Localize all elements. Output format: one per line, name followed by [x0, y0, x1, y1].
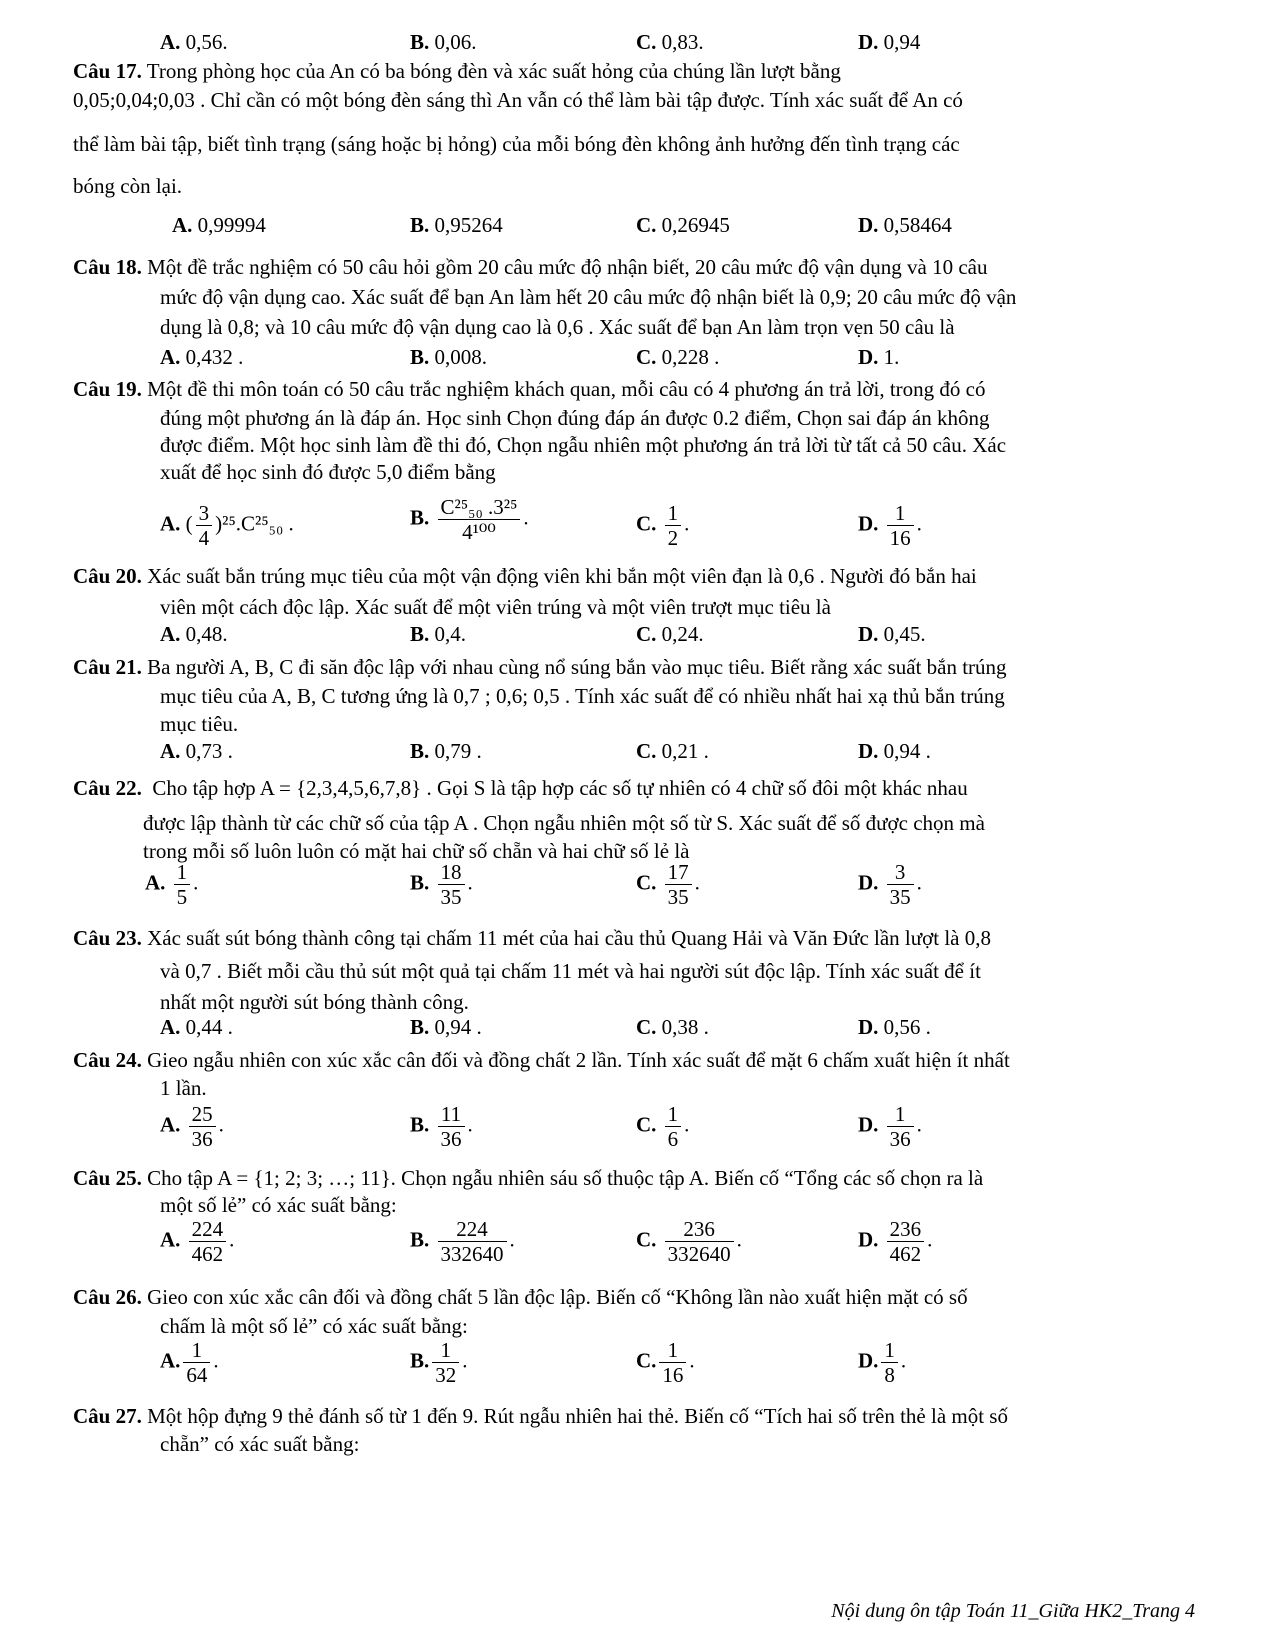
option-b-fraction — [432, 1338, 459, 1387]
option-c-label: C. — [636, 1112, 657, 1137]
q19-label: Câu 19. — [73, 377, 142, 401]
option-d: D. $\frac{236}{462}$ . — [858, 1217, 933, 1266]
option-c-den: 332640 — [667, 1242, 731, 1266]
option-a-fraction — [189, 1217, 227, 1266]
option-b: B. $\frac{18}{35}$ . — [410, 860, 473, 909]
option-c-num: 236 — [665, 1217, 734, 1242]
option-d: D. 0,58464 — [858, 213, 952, 237]
q24-line-1 — [73, 1047, 1208, 1073]
option-b-num: 11 — [438, 1102, 465, 1127]
option-b: B. 0,95264 — [410, 213, 503, 237]
q26-text-1: Gieo con xúc xắc cân đối và đồng chất 5 lần độc lập. Biến cố “Không lần nào xuất hiện mặt có số — [147, 1285, 968, 1309]
q21-line-2: mục tiêu của A, B, C tương ứng là 0,7 ; 0,6; 0,5 . Tính xác suất để có nhiều nhất hai xạ thủ bắn trúng — [160, 684, 1005, 708]
option-c-den: 16 — [662, 1363, 684, 1387]
q22-label: Câu 22. — [73, 776, 142, 800]
option-c-label: C. — [636, 511, 657, 536]
option-d-fraction — [887, 1102, 914, 1151]
option-a-fraction — [174, 860, 191, 909]
option-d: D. $\frac{1}{8}$ . — [858, 1338, 907, 1387]
q22-line-2: được lập thành từ các chữ số của tập A . Chọn ngẫu nhiên một số từ S. Xác suất để số được chọn mà — [143, 811, 985, 835]
option-c-fraction — [665, 1217, 734, 1266]
option-d-num: 1 — [887, 1102, 914, 1127]
q19-line-3: được điểm. Một học sinh làm đề thi đó, Chọn ngẫu nhiên một phương án trả lời từ tất cả 50 câu. Xác — [160, 433, 1007, 457]
q25-label: Câu 25. — [73, 1166, 142, 1190]
q25-options — [0, 1217, 1275, 1277]
option-c: C. 0,83. — [636, 30, 704, 54]
q22-line-3: trong mỗi số luôn luôn có mặt hai chữ số chẵn và hai chữ số lẻ là — [143, 839, 690, 863]
option-b-den: 36 — [440, 1127, 462, 1151]
q19-text-1: Một đề thi môn toán có 50 câu trắc nghiệm khách quan, mỗi câu có 4 phương án trả lời, trong đó có — [147, 377, 986, 401]
option-b-label: B. — [410, 1348, 430, 1373]
option-b-fraction — [438, 1102, 465, 1151]
q26-line-2: chấm là một số lẻ” có xác suất bằng: — [160, 1314, 468, 1338]
option-a-label: A. — [160, 1227, 181, 1252]
q25-text-1: Cho tập A = {1; 2; 3; …; 11}. Chọn ngẫu nhiên sáu số thuộc tập A. Biến cố “Tổng các số chọn ra là — [147, 1166, 984, 1190]
option-a-label: A. — [160, 511, 181, 536]
option-d: D. 0,94 . — [858, 739, 931, 763]
q23-line-3: nhất một người sút bóng thành công. — [160, 990, 469, 1014]
q22-options — [0, 860, 1275, 920]
option-b-label: B. — [410, 1112, 430, 1137]
option-d-label: D. — [858, 1112, 879, 1137]
option-b: B. $\frac{11}{36}$ . — [410, 1102, 473, 1151]
option-a: A. $\frac{1}{64}$ . — [160, 1338, 219, 1387]
q24-line-2: 1 lần. — [160, 1076, 207, 1100]
option-a-num: 224 — [189, 1217, 227, 1242]
q17-line-3: thể làm bài tập, biết tình trạng (sáng hoặc bị hỏng) của mỗi bóng đèn không ảnh hưởng đến tình trạng các — [73, 132, 960, 156]
q18-line-2: mức độ vận dụng cao. Xác suất để bạn An làm hết 20 câu mức độ nhận biết là 0,9; 20 câu mức độ vận — [160, 285, 1017, 309]
option-d-label: D. — [858, 511, 879, 536]
q19-options — [0, 495, 1275, 565]
option-c-den: 6 — [667, 1127, 679, 1151]
q25-line-2: một số lẻ” có xác suất bằng: — [160, 1193, 397, 1217]
option-d: D. 0,94 — [858, 30, 921, 54]
q25-line-1 — [73, 1165, 1208, 1191]
q20-line-2: viên một cách độc lập. Xác suất để một viên trúng và một viên trượt mục tiêu là — [160, 595, 831, 619]
option-b-num: 224 — [438, 1217, 507, 1242]
option-b-num: C²⁵₅₀ .3²⁵ — [438, 495, 521, 520]
q24-text-1: Gieo ngẫu nhiên con xúc xắc cân đối và đồng chất 2 lần. Tính xác suất để mặt 6 chấm xuất hiện ít nhất — [147, 1048, 1010, 1072]
option-d-num: 236 — [887, 1217, 925, 1242]
option-c-fraction — [659, 1338, 686, 1387]
q17-options — [0, 213, 1275, 253]
option-d-den: 8 — [884, 1363, 895, 1387]
q27-text-1: Một hộp đựng 9 thẻ đánh số từ 1 đến 9. Rút ngẫu nhiên hai thẻ. Biến cố “Tích hai số trên thẻ là một số — [147, 1404, 1008, 1428]
option-c-num: 1 — [659, 1338, 686, 1363]
option-d-num: 1 — [887, 501, 914, 526]
option-a-num: 3 — [196, 501, 213, 526]
q24-label: Câu 24. — [73, 1048, 142, 1072]
option-a-den: 64 — [186, 1363, 208, 1387]
option-b: B. $\frac{224}{332640}$ . — [410, 1217, 515, 1266]
option-a-label: A. — [145, 870, 166, 895]
option-c: C. 0,38 . — [636, 1015, 709, 1039]
option-b-num: 1 — [432, 1338, 459, 1363]
option-c: C. $\frac{1}{6}$ . — [636, 1102, 690, 1151]
option-d-den: 462 — [889, 1242, 922, 1266]
option-a: A. 0,432 . — [160, 345, 244, 369]
option-c: C. 0,24. — [636, 622, 704, 646]
q27-line-1 — [73, 1403, 1208, 1429]
q20-line-1 — [73, 563, 1208, 589]
q17-label: Câu 17. — [73, 59, 142, 83]
q21-label: Câu 21. — [73, 655, 142, 679]
option-a-label: A. — [160, 1348, 181, 1373]
q23-line-1 — [73, 925, 1208, 951]
option-b-den: 32 — [435, 1363, 457, 1387]
option-b-den: 332640 — [440, 1242, 504, 1266]
option-b: B. $\frac{\text{C²⁵₅₀ .3²⁵}}{\text{4¹⁰⁰}}$ . — [410, 495, 529, 544]
option-a-num: 1 — [183, 1338, 210, 1363]
option-c-den: 35 — [667, 885, 689, 909]
option-d-den: 35 — [889, 885, 911, 909]
option-c-label: C. — [636, 1227, 657, 1252]
q21-text-1: Ba người A, B, C đi săn độc lập với nhau cùng nổ súng bắn vào mục tiêu. Biết rằng xác suất bắn trúng — [147, 655, 1007, 679]
option-c: C. $\frac{1}{16}$ . — [636, 1338, 695, 1387]
q22-line-1 — [73, 775, 1208, 801]
option-d-den: 36 — [889, 1127, 911, 1151]
option-d-label: D. — [858, 1348, 879, 1373]
option-c-fraction — [665, 1102, 682, 1151]
option-b-den: 35 — [440, 885, 462, 909]
option-d: D. $\frac{3}{35}$ . — [858, 860, 922, 909]
option-c: C. 0,21 . — [636, 739, 709, 763]
option-d-fraction — [887, 1217, 925, 1266]
option-c-num: 17 — [665, 860, 692, 885]
option-a: A. $\frac{25}{36}$ . — [160, 1102, 224, 1151]
q17-text-1: Trong phòng học của An có ba bóng đèn và xác suất hỏng của chúng lần lượt bằng — [146, 59, 841, 83]
option-b: B. 0,79 . — [410, 739, 482, 763]
option-c-num: 1 — [665, 1102, 682, 1127]
option-d-den: 16 — [889, 526, 911, 550]
option-c-label: C. — [636, 870, 657, 895]
q26-options — [0, 1338, 1275, 1398]
option-c-fraction — [665, 860, 692, 909]
option-d: D. 0,45. — [858, 622, 926, 646]
option-b-fraction — [438, 1217, 507, 1266]
option-c-label: C. — [636, 1348, 657, 1373]
option-c-num: 1 — [665, 501, 682, 526]
option-d-fraction — [881, 1338, 898, 1387]
option-a: A. $\frac{1}{5}$ . — [145, 860, 199, 909]
option-c: C. 0,228 . — [636, 345, 720, 369]
option-d-fraction — [887, 860, 914, 909]
q27-line-2: chẵn” có xác suất bằng: — [160, 1432, 360, 1456]
option-d: D. 1. — [858, 345, 900, 369]
option-b-fraction — [438, 860, 465, 909]
option-a-fraction — [196, 501, 213, 550]
option-a: A. 0,73 . — [160, 739, 233, 763]
option-b-label: B. — [410, 870, 430, 895]
option-a-den: 462 — [191, 1242, 224, 1266]
option-a: A. $\frac{224}{462}$ . — [160, 1217, 235, 1266]
option-c: C. 0,26945 — [636, 213, 730, 237]
option-a-den: 36 — [191, 1127, 213, 1151]
q17-line-2: 0,05;0,04;0,03 . Chỉ cần có một bóng đèn sáng thì An vẫn có thể làm bài tập được. Tính xác suất để An có — [73, 88, 963, 112]
option-a-num: 25 — [189, 1102, 216, 1127]
q18-line-3: dụng là 0,8; và 10 câu mức độ vận dụng cao là 0,6 . Xác suất để bạn An làm trọn vẹn 50 câu là — [160, 315, 955, 339]
option-b-den: 4¹⁰⁰ — [462, 520, 496, 544]
option-c: C. $\frac{1}{2}$ . — [636, 501, 690, 550]
option-a: A. ( $\frac{3}{4}$ )²⁵.C²⁵₅₀ . — [160, 501, 294, 550]
option-a-fraction — [189, 1102, 216, 1151]
option-c-fraction — [665, 501, 682, 550]
option-d-num: 3 — [887, 860, 914, 885]
option-d: D. $\frac{1}{36}$ . — [858, 1102, 922, 1151]
q26-line-1 — [73, 1284, 1208, 1310]
option-b: B. 0,4. — [410, 622, 467, 646]
page-footer: Nội dung ôn tập Toán 11_Giữa HK2_Trang 4 — [831, 1600, 1195, 1622]
option-a-label: A. — [160, 1112, 181, 1137]
option-a-num: 1 — [174, 860, 191, 885]
q20-label: Câu 20. — [73, 564, 142, 588]
option-a-rest: )²⁵.C²⁵₅₀ . — [215, 511, 294, 536]
option-c-den: 2 — [667, 526, 679, 550]
option-a-den: 5 — [176, 885, 188, 909]
option-a: A. 0,99994 — [172, 213, 266, 237]
option-d: D. 0,56 . — [858, 1015, 931, 1039]
q18-text-1: Một đề trắc nghiệm có 50 câu hỏi gồm 20 câu mức độ nhận biết, 20 câu mức độ vận dụng và 10 câu — [147, 255, 988, 279]
option-b: B. 0,06. — [410, 30, 477, 54]
q19-line-2: đúng một phương án là đáp án. Học sinh Chọn đúng đáp án được 0.2 điểm, Chọn sai đáp án không — [160, 406, 990, 430]
q21-options — [0, 739, 1275, 779]
q17-line-4: bóng còn lại. — [73, 174, 183, 198]
q18-label: Câu 18. — [73, 255, 142, 279]
q19-line-1 — [73, 376, 1208, 402]
q19-line-4: xuất để học sinh đó được 5,0 điểm bằng — [160, 460, 496, 484]
option-a: A. 0,44 . — [160, 1015, 233, 1039]
option-b-label: B. — [410, 505, 430, 530]
option-c: C. $\frac{236}{332640}$ . — [636, 1217, 742, 1266]
option-b-fraction — [438, 495, 521, 544]
option-b: B. 0,008. — [410, 345, 488, 369]
q22-text-1: Cho tập hợp A = {2,3,4,5,6,7,8} . Gọi S là tập hợp các số tự nhiên có 4 chữ số đôi một khác nhau — [152, 776, 968, 800]
q23-text-1: Xác suất sút bóng thành công tại chấm 11 mét của hai cầu thủ Quang Hải và Văn Đức lần lượt là 0,8 — [147, 926, 991, 950]
q27-label: Câu 27. — [73, 1404, 142, 1428]
option-d: D. $\frac{1}{16}$ . — [858, 501, 922, 550]
option-c: C. $\frac{17}{35}$ . — [636, 860, 700, 909]
q21-line-1 — [73, 654, 1208, 680]
option-a: A. 0,48. — [160, 622, 228, 646]
option-a: A. 0,56. — [160, 30, 228, 54]
option-b-num: 18 — [438, 860, 465, 885]
q24-options — [0, 1102, 1275, 1162]
q23-label: Câu 23. — [73, 926, 142, 950]
q17-line-1 — [73, 58, 1208, 84]
option-b: B. 0,94 . — [410, 1015, 482, 1039]
option-a-fraction — [183, 1338, 210, 1387]
q23-line-2: và 0,7 . Biết mỗi cầu thủ sút một quả tại chấm 11 mét và hai người sút độc lập. Tính xác suất để ít — [160, 959, 981, 983]
option-a-den: 4 — [198, 526, 210, 550]
q21-line-3: mục tiêu. — [160, 712, 239, 736]
option-b: B. $\frac{1}{32}$ . — [410, 1338, 468, 1387]
option-d-fraction — [887, 501, 914, 550]
q20-text-1: Xác suất bắn trúng mục tiêu của một vận động viên khi bắn một viên đạn là 0,6 . Người đó bắn hai — [147, 564, 977, 588]
option-d-label: D. — [858, 870, 879, 895]
option-d-label: D. — [858, 1227, 879, 1252]
q18-line-1 — [73, 254, 1208, 280]
option-d-num: 1 — [881, 1338, 898, 1363]
option-b-label: B. — [410, 1227, 430, 1252]
q26-label: Câu 26. — [73, 1285, 142, 1309]
